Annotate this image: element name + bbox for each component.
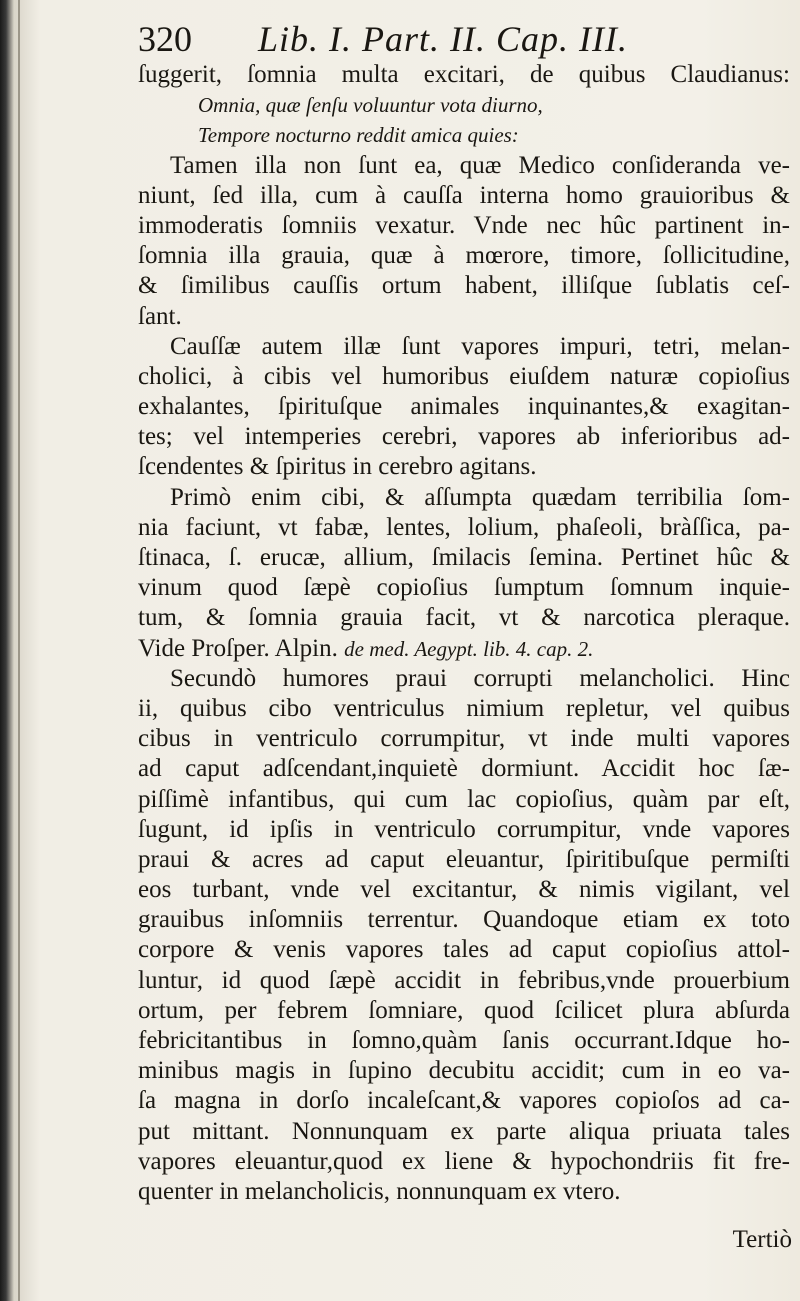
text-line xyxy=(138,1177,790,1207)
line-text: ſa magna in dorſo incaleſcant,& vapores copioſos ad ca- xyxy=(138,1087,790,1115)
text-line xyxy=(138,151,790,181)
text-line xyxy=(138,60,790,90)
text-line xyxy=(138,905,790,935)
line-text: quenter in melancholicis, nonnunquam ex vtero. xyxy=(138,1177,621,1205)
text-line xyxy=(138,211,790,241)
text-line xyxy=(138,724,790,754)
folio-number: 320 xyxy=(138,19,192,59)
text-line xyxy=(138,271,790,301)
text-line xyxy=(138,664,790,694)
text-line xyxy=(138,935,790,965)
page-header xyxy=(138,18,778,62)
text-line xyxy=(138,996,790,1026)
text-line xyxy=(138,513,790,543)
text-line xyxy=(138,362,790,392)
text-line xyxy=(138,452,790,482)
verse-line xyxy=(138,120,790,150)
line-text: ad caput adſcendant,inquietè dormiunt. Accidit hoc ſæ- xyxy=(138,755,790,783)
text-line xyxy=(138,603,790,633)
line-text: immoderatis ſomniis vexatur. Vnde nec hûc partinent in- xyxy=(138,211,790,239)
line-text: nia faciunt, vt fabæ, lentes, lolium, phaſeoli, bràſſica, pa- xyxy=(138,513,790,541)
line-text: cholici, à cibis vel humoribus eiuſdem naturæ copioſius xyxy=(138,362,790,390)
line-text: minibus magis in ſupino decubitu accidit; cum in eo va- xyxy=(138,1057,790,1085)
text-line xyxy=(138,875,790,905)
line-text: Cauſſæ autem illæ ſunt vapores impuri, tetri, melan- xyxy=(170,332,790,360)
text-line xyxy=(138,634,790,664)
text-line xyxy=(138,754,790,784)
text-line xyxy=(138,392,790,422)
text-line xyxy=(138,483,790,513)
text-line xyxy=(138,694,790,724)
text-line xyxy=(138,302,790,332)
line-text: ſtinaca, ſ. erucæ, allium, ſmilacis ſemina. Pertinet hûc & xyxy=(138,544,790,571)
gutter-edge xyxy=(18,0,20,1301)
text-line xyxy=(138,422,790,452)
text-line xyxy=(138,785,790,815)
line-text: Tamen illa non ſunt ea, quæ Medico conſideranda ve- xyxy=(170,151,790,179)
text-line xyxy=(138,332,790,362)
text-line xyxy=(138,1026,790,1056)
line-text: Tempore nocturno reddit amica quies: xyxy=(198,123,519,148)
line-text: ſuggerit, ſomnia multa excitari, de quibus Claudianus: xyxy=(138,61,790,88)
line-text: Vide Proſper. Alpin. xyxy=(138,634,338,662)
line-text: vapores eleuantur,quod ex liene & hypochondriis fit fre- xyxy=(138,1147,790,1175)
text-line xyxy=(138,181,790,211)
line-text: Omnia, quæ ſenſu voluuntur vota diurno, xyxy=(198,93,543,118)
line-text: luntur, id quod ſæpè accidit in febribus,vnde prouerbium xyxy=(138,966,790,994)
line-text: tum, & ſomnia grauia facit, vt & narcotica pleraque. xyxy=(138,604,790,632)
text-line xyxy=(138,815,790,845)
line-text: exhalantes, ſpirituſque animales inquinantes,& exagitan- xyxy=(138,393,790,421)
text-line xyxy=(138,241,790,271)
text-line xyxy=(138,966,790,996)
line-text: ortum, per febrem ſomniare, quod ſcilicet plura abſurda xyxy=(138,996,790,1024)
line-text: cibus in ventriculo corrumpitur, vt inde multi vapores xyxy=(138,725,790,753)
line-text: tes; vel intemperies cerebri, vapores ab inferioribus ad- xyxy=(138,423,790,451)
line-text: piſſimè infantibus, qui cum lac copioſius, quàm par eſt, xyxy=(138,785,790,813)
verse-line xyxy=(138,90,790,120)
citation-italic: de med. Aegypt. lib. 4. cap. 2. xyxy=(344,636,594,661)
line-text: niunt, ſed illa, cum à cauſſa interna homo grauioribus & xyxy=(138,181,790,209)
line-text: ſomnia illa grauia, quæ à mœrore, timore, ſollicitudine, xyxy=(138,242,790,270)
running-head: Lib. I. Part. II. Cap. III. xyxy=(258,19,628,59)
line-text: febricitantibus in ſomno,quàm ſanis occurrant.Idque ho- xyxy=(138,1027,790,1054)
line-text: grauibus inſomniis terrentur. Quandoque etiam ex toto xyxy=(138,906,790,934)
text-line xyxy=(138,573,790,603)
text-line xyxy=(138,1117,790,1147)
line-text: ſugunt, id ipſis in ventriculo corrumpitur, vnde vapores xyxy=(138,815,790,843)
line-text: corpore & venis vapores tales ad caput copioſius attol- xyxy=(138,936,790,964)
text-line xyxy=(138,1056,790,1086)
line-text: put mittant. Nonnunquam ex parte aliqua priuata tales xyxy=(138,1117,790,1145)
text-block xyxy=(138,60,790,1207)
text-line xyxy=(138,845,790,875)
line-text: ii, quibus cibo ventriculus nimium repletur, vel quibus xyxy=(138,694,790,722)
line-text: ſant. xyxy=(138,302,182,330)
line-text: Secundò humores praui corrupti melancholici. Hinc xyxy=(170,664,790,692)
line-text: eos turbant, vnde vel excitantur, & nimis vigilant, vel xyxy=(138,876,790,904)
line-text: ſcendentes & ſpiritus in cerebro agitans. xyxy=(138,453,537,481)
catchword: Tertiò xyxy=(732,1226,792,1253)
text-line xyxy=(138,1147,790,1177)
text-line xyxy=(138,543,790,573)
line-text: vinum quod ſæpè copioſius ſumptum ſomnum inquie- xyxy=(138,574,790,602)
line-text: Primò enim cibi, & aſſumpta quædam terribilia ſom- xyxy=(170,483,790,511)
text-line xyxy=(138,1086,790,1116)
line-text: praui & acres ad caput eleuantur, ſpiritibuſque permiſti xyxy=(138,845,790,873)
line-text: & ſimilibus cauſſis ortum habent, illiſque ſublatis ceſ- xyxy=(138,272,790,300)
